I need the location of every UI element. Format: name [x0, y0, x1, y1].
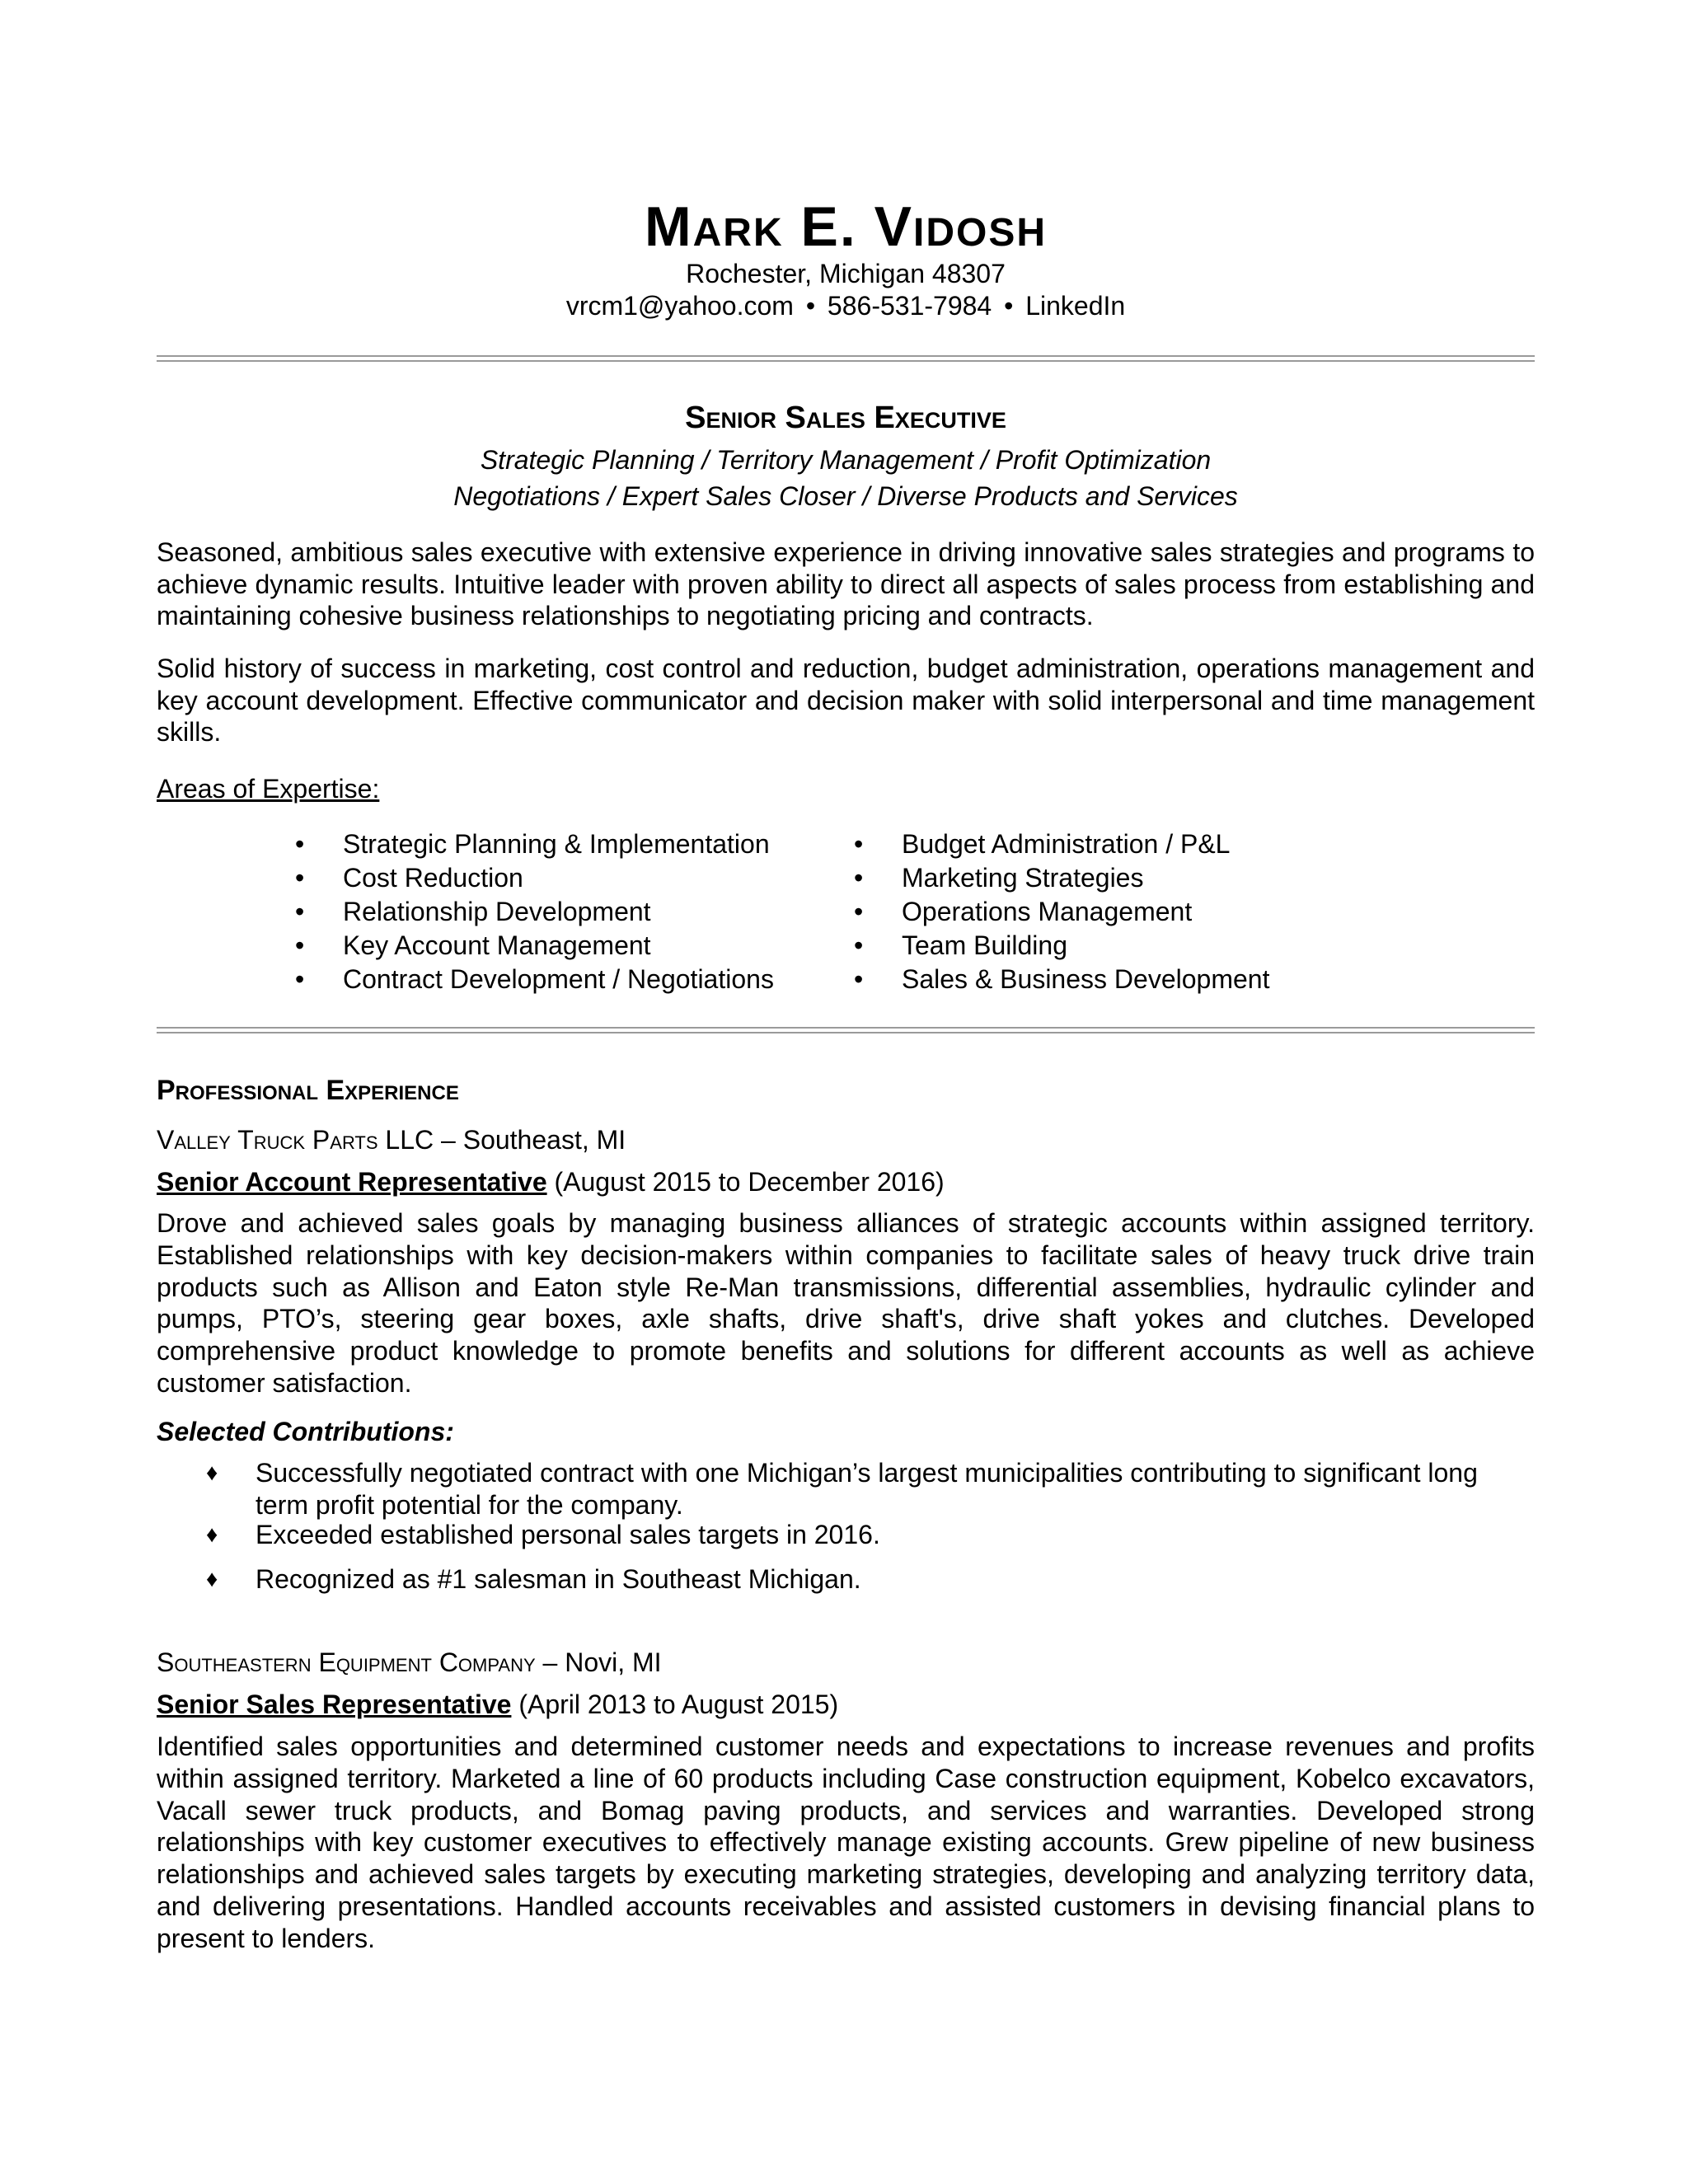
list-item: • Marketing Strategies — [854, 861, 1269, 895]
employer-line — [157, 1646, 662, 1679]
list-item: • Relationship Development — [295, 895, 774, 929]
linkedin-link[interactable]: LinkedIn — [1025, 291, 1126, 321]
tagline-2: Negotiations / Expert Sales Closer / Diverse Products and Services — [453, 481, 1238, 511]
diamond-bullet-icon: ♦ — [206, 1566, 218, 1591]
job-description: Identified sales opportunities and determined customer needs and expectations to increase revenues and profits within assigned territory. Marketed a line of 60 products including Case construction equipment, Kobelco excavators, Vacall sewer truck products, and Bomag paving products, and services and warranties. Developed strong relationships with key customer executives to effectively manage existing accounts. Grew pipeline of new business relationships and achieved sales targets by executing marketing strategies, developing and analyzing territory data, and delivering presentations. Handled accounts receivables and assisted customers in devising financial plans to present to lenders. — [157, 1732, 1535, 1953]
job-title: Senior Sales Representative — [157, 1690, 512, 1719]
job-dates: (April 2013 to August 2015) — [511, 1690, 839, 1719]
list-item: • Cost Reduction — [295, 861, 774, 895]
contact-separator: • — [1004, 291, 1014, 321]
expertise-label: Areas of Expertise: — [157, 774, 380, 804]
summary-paragraph-1: Seasoned, ambitious sales executive with extensive experience in driving innovative sales strategies and programs to achieve dynamic results. Intuitive leader with proven ability to direct all aspects of sales process from establishing and maintaining cohesive business relationships to negotiating pricing and contracts. — [157, 537, 1535, 630]
diamond-bullet-icon: ♦ — [206, 1521, 218, 1547]
job-title: Senior Account Representative — [157, 1167, 547, 1197]
summary-paragraph-2: Solid history of success in marketing, cost control and reduction, budget administration, operations management and key account development. Effective communicator and decision maker with solid interpersonal and time management skills. — [157, 654, 1535, 747]
section-divider — [157, 1027, 1535, 1033]
bullet-icon: • — [295, 930, 305, 960]
list-item: • Strategic Planning & Implementation — [295, 827, 774, 861]
expertise-list-right — [854, 827, 1269, 996]
section-divider — [157, 355, 1535, 362]
role-line — [157, 1688, 838, 1721]
candidate-name: Mark E. Vidosh — [644, 195, 1048, 258]
phone-number: 586-531-7984 — [827, 291, 992, 321]
bullet-icon: • — [295, 897, 305, 926]
contact-line — [157, 289, 1535, 322]
tagline-1: Strategic Planning / Territory Management / Profit Optimization — [480, 445, 1212, 475]
employer-line — [157, 1123, 626, 1156]
email-link[interactable]: vrcm1@yahoo.com — [565, 291, 794, 321]
job-dates: (August 2015 to December 2016) — [546, 1167, 945, 1197]
bullet-icon: • — [854, 829, 864, 859]
job-description: Drove and achieved sales goals by managing business alliances of strategic accounts within assigned territory. Established relationships with key decision-makers within companies to facilitate sales of heavy truck drive train products such as Allison and Eaton style Re-Man transmissions, differential assemblies, hydraulic cylinder and pumps, PTO’s, steering gear boxes, axle shafts, drive shaft's, drive shaft yokes and clutches. Developed comprehensive product knowledge to promote benefits and solutions for different accounts as well as achieve customer satisfaction. — [157, 1208, 1535, 1398]
company-location: – Novi, MI — [535, 1647, 662, 1677]
list-item: • Budget Administration / P&L — [854, 827, 1269, 861]
bullet-icon: • — [854, 897, 864, 926]
bullet-icon: • — [295, 964, 305, 994]
list-item: • Contract Development / Negotiations — [295, 963, 774, 996]
contribution-item: ♦ Recognized as #1 salesman in Southeast Michigan. — [206, 1564, 861, 1594]
bullet-icon: • — [295, 863, 305, 893]
list-item: • Key Account Management — [295, 929, 774, 963]
bullet-icon: • — [295, 829, 305, 859]
contributions-label: Selected Contributions: — [157, 1417, 454, 1446]
expertise-list-left — [295, 827, 774, 996]
role-line — [157, 1165, 945, 1198]
section-title-experience: Professional Experience — [157, 1075, 459, 1106]
contact-separator: • — [805, 291, 816, 321]
bullet-icon: • — [854, 930, 864, 960]
company-name: Southeastern Equipment Company — [157, 1647, 536, 1677]
list-item: • Sales & Business Development — [854, 963, 1269, 996]
contribution-item: ♦ Successfully negotiated contract with one Michigan’s largest municipalities contributing to significant long term profit potential for the company. — [206, 1458, 1478, 1520]
bullet-icon: • — [854, 863, 864, 893]
list-item: • Team Building — [854, 929, 1269, 963]
bullet-icon: • — [854, 964, 864, 994]
list-item: • Operations Management — [854, 895, 1269, 929]
professional-headline: Senior Sales Executive — [685, 401, 1006, 435]
company-location: – Southeast, MI — [434, 1125, 626, 1155]
diamond-bullet-icon: ♦ — [206, 1460, 218, 1485]
contribution-item: ♦ Exceeded established personal sales targets in 2016. — [206, 1520, 880, 1549]
company-name: Valley Truck Parts LLC — [157, 1125, 434, 1155]
address-line: Rochester, Michigan 48307 — [686, 259, 1006, 288]
